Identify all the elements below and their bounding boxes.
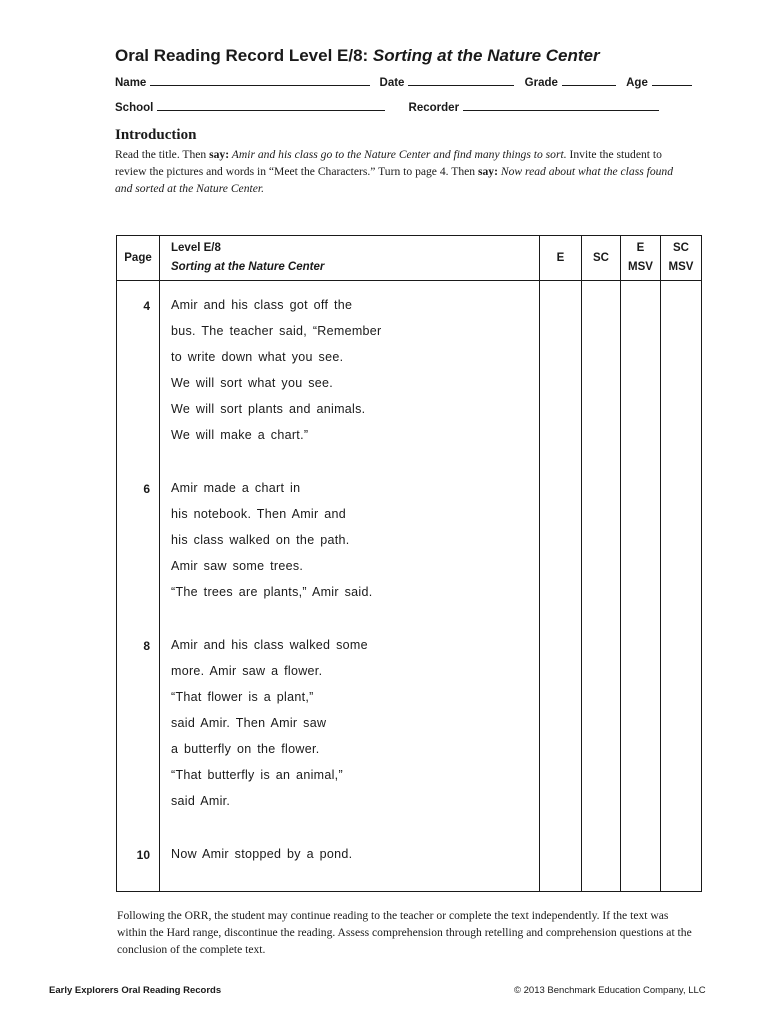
intro-say: say: (209, 148, 230, 161)
header-e-msv (621, 236, 661, 281)
page-number-8: 8 (143, 639, 150, 653)
page-number-column (117, 281, 160, 892)
introduction-text (115, 146, 690, 197)
text-line: Amir made a chart in (171, 481, 301, 495)
intro-quote: Now read about what the class found and sorted at the Nature Center. (115, 165, 674, 195)
intro-part: Read the title. Then (115, 148, 210, 161)
self-corrections-msv-column[interactable] (661, 281, 702, 892)
reading-text-column (160, 281, 540, 892)
header-level-subtitle: Sorting at the Nature Center (171, 261, 325, 273)
page-number-10: 10 (136, 848, 150, 862)
recorder-label: Recorder (408, 102, 460, 114)
title-main: Oral Reading Record Level E/8: (115, 46, 373, 65)
school-field[interactable] (115, 101, 385, 114)
following-instructions: Following the ORR, the student may continue reading to the teacher or complete the text independently. If the text was within the Hard range, discontinue the reading. Assess comprehension through retelling and comprehension questions at the conclusion of the complete text. (117, 909, 692, 956)
text-line: Now Amir stopped by a pond. (171, 847, 353, 861)
grade-line[interactable] (562, 76, 616, 86)
header-level (160, 236, 540, 281)
date-label: Date (379, 77, 405, 89)
text-line: his notebook. Then Amir and (171, 507, 346, 521)
title-italic: Sorting at the Nature Center (372, 46, 600, 65)
errors-column[interactable] (540, 281, 582, 892)
intro-say: say: (477, 165, 498, 178)
intro-part: Invite the student to review the pictures and words in “Meet the Characters.” Turn to page 4. Then (115, 148, 662, 178)
reading-record-table (116, 235, 702, 892)
grade-field[interactable] (525, 76, 616, 89)
text-line: more. Amir saw a flower. (171, 664, 323, 678)
text-line: “That flower is a plant,” (171, 690, 314, 704)
name-line[interactable] (150, 76, 370, 86)
header-sc-msv (661, 236, 702, 281)
text-line: said Amir. Then Amir saw (171, 716, 327, 730)
header-sc-msv-line1: SC (673, 242, 689, 254)
page-number-4: 4 (143, 299, 150, 313)
header-e-msv-line2: MSV (628, 261, 653, 273)
text-line: to write down what you see. (171, 350, 344, 364)
text-line: a butterfly on the flower. (171, 742, 320, 756)
introduction-heading: Introduction (115, 127, 197, 143)
header-level-title: Level E/8 (171, 242, 221, 254)
text-line: “The trees are plants,” Amir said. (171, 585, 373, 599)
table-header-row (117, 236, 702, 281)
text-line: We will make a chart.” (171, 428, 309, 442)
intro-quote: Amir and his class go to the Nature Center and find many things to sort. (229, 148, 567, 161)
header-e: E (540, 236, 582, 281)
name-field[interactable] (115, 76, 370, 89)
header-sc: SC (582, 236, 621, 281)
page-title (115, 46, 600, 66)
recorder-line[interactable] (463, 101, 659, 111)
text-line: said Amir. (171, 794, 231, 808)
text-line: We will sort plants and animals. (171, 402, 366, 416)
text-line: bus. The teacher said, “Remember (171, 324, 382, 338)
age-line[interactable] (652, 76, 692, 86)
header-sc-msv-line2: MSV (668, 261, 694, 273)
text-line: Amir and his class got off the (171, 298, 353, 312)
grade-label: Grade (524, 77, 558, 89)
recorder-field[interactable] (409, 101, 660, 114)
header-e-msv-line1: E (636, 242, 645, 254)
text-line: Amir saw some trees. (171, 559, 304, 573)
header-page: Page (117, 236, 160, 281)
table-body-row (117, 281, 702, 892)
self-corrections-column[interactable] (582, 281, 621, 892)
text-line: his class walked on the path. (171, 533, 350, 547)
text-line: Amir and his class walked some (171, 638, 368, 652)
text-line: We will sort what you see. (171, 376, 334, 390)
date-field[interactable] (380, 76, 515, 89)
student-info-row-1 (115, 76, 692, 89)
footer-series-title: Early Explorers Oral Reading Records (49, 985, 222, 996)
school-line[interactable] (157, 101, 385, 111)
page-number-6: 6 (143, 482, 150, 496)
errors-msv-column[interactable] (621, 281, 661, 892)
school-label: School (115, 102, 154, 114)
footer-copyright: © 2013 Benchmark Education Company, LLC (514, 985, 706, 996)
date-line[interactable] (408, 76, 514, 86)
name-label: Name (115, 77, 147, 89)
student-info-row-2 (115, 101, 659, 114)
text-line: “That butterfly is an animal,” (171, 768, 343, 782)
age-field[interactable] (626, 76, 692, 89)
age-label: Age (626, 77, 648, 89)
